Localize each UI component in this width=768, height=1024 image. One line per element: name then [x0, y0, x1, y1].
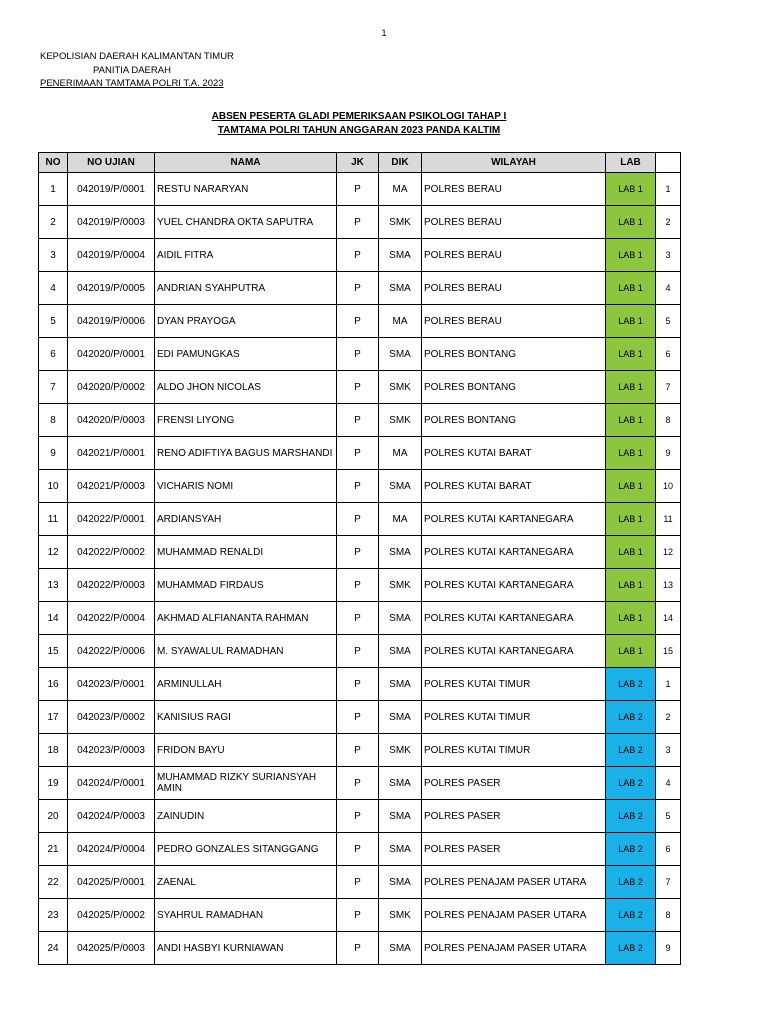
region: POLRES BONTANG [422, 404, 606, 437]
header-no-ujian: NO UJIAN [68, 153, 155, 173]
lab-sequence: 6 [656, 833, 681, 866]
education: MA [379, 173, 422, 206]
lab-badge: LAB 1 [606, 239, 656, 272]
title-line-2: TAMTAMA POLRI TAHUN ANGGARAN 2023 PANDA KALTIM [217, 125, 501, 136]
lab-sequence: 6 [656, 338, 681, 371]
lab-badge: LAB 2 [606, 899, 656, 932]
lab-badge: LAB 1 [606, 173, 656, 206]
row-number: 20 [39, 800, 68, 833]
gender: P [337, 734, 379, 767]
participant-name: YUEL CHANDRA OKTA SAPUTRA [155, 206, 337, 239]
row-number: 12 [39, 536, 68, 569]
education: SMA [379, 767, 422, 800]
table-row [39, 899, 681, 932]
region: POLRES BERAU [422, 305, 606, 338]
row-number: 8 [39, 404, 68, 437]
lab-badge: LAB 1 [606, 470, 656, 503]
lab-badge: LAB 2 [606, 833, 656, 866]
lab-sequence: 10 [656, 470, 681, 503]
gender: P [337, 404, 379, 437]
row-number: 9 [39, 437, 68, 470]
header-lab: LAB [606, 153, 656, 173]
exam-number: 042019/P/0003 [68, 206, 155, 239]
org-line-3: PENERIMAAN TAMTAMA POLRI T.A. 2023 [40, 78, 224, 89]
region: POLRES PENAJAM PASER UTARA [422, 899, 606, 932]
participant-name: SYAHRUL RAMADHAN [155, 899, 337, 932]
row-number: 2 [39, 206, 68, 239]
education: MA [379, 503, 422, 536]
education: SMA [379, 701, 422, 734]
education: SMA [379, 602, 422, 635]
lab-sequence: 11 [656, 503, 681, 536]
lab-badge: LAB 1 [606, 503, 656, 536]
region: POLRES PENAJAM PASER UTARA [422, 866, 606, 899]
exam-number: 042024/P/0001 [68, 767, 155, 800]
region: POLRES PASER [422, 800, 606, 833]
participant-name: KANISIUS RAGI [155, 701, 337, 734]
lab-badge: LAB 1 [606, 635, 656, 668]
header-nama: NAMA [155, 153, 337, 173]
region: POLRES KUTAI KARTANEGARA [422, 635, 606, 668]
table-row [39, 536, 681, 569]
header-wilayah: WILAYAH [422, 153, 606, 173]
participant-name: AKHMAD ALFIANANTA RAHMAN [155, 602, 337, 635]
row-number: 4 [39, 272, 68, 305]
exam-number: 042021/P/0003 [68, 470, 155, 503]
participant-name: MUHAMMAD FIRDAUS [155, 569, 337, 602]
table-row [39, 602, 681, 635]
table-row [39, 338, 681, 371]
education: SMK [379, 371, 422, 404]
table-row [39, 470, 681, 503]
row-number: 1 [39, 173, 68, 206]
lab-badge: LAB 1 [606, 338, 656, 371]
gender: P [337, 635, 379, 668]
region: POLRES BERAU [422, 173, 606, 206]
lab-badge: LAB 1 [606, 206, 656, 239]
table-row [39, 404, 681, 437]
gender: P [337, 437, 379, 470]
lab-sequence: 5 [656, 305, 681, 338]
row-number: 14 [39, 602, 68, 635]
row-number: 6 [39, 338, 68, 371]
table-row [39, 800, 681, 833]
lab-sequence: 1 [656, 668, 681, 701]
region: POLRES KUTAI BARAT [422, 470, 606, 503]
table-row [39, 371, 681, 404]
education: SMA [379, 239, 422, 272]
region: POLRES BONTANG [422, 338, 606, 371]
participant-name: FRIDON BAYU [155, 734, 337, 767]
gender: P [337, 305, 379, 338]
row-number: 3 [39, 239, 68, 272]
region: POLRES PASER [422, 833, 606, 866]
row-number: 21 [39, 833, 68, 866]
education: SMA [379, 635, 422, 668]
lab-badge: LAB 1 [606, 272, 656, 305]
gender: P [337, 503, 379, 536]
lab-badge: LAB 2 [606, 767, 656, 800]
region: POLRES BERAU [422, 239, 606, 272]
region: POLRES BONTANG [422, 371, 606, 404]
page-number: 1 [381, 28, 387, 38]
participant-name: ZAENAL [155, 866, 337, 899]
lab-badge: LAB 1 [606, 305, 656, 338]
lab-badge: LAB 1 [606, 602, 656, 635]
exam-number: 042020/P/0002 [68, 371, 155, 404]
region: POLRES KUTAI BARAT [422, 437, 606, 470]
lab-sequence: 7 [656, 866, 681, 899]
gender: P [337, 602, 379, 635]
exam-number: 042022/P/0006 [68, 635, 155, 668]
education: MA [379, 437, 422, 470]
lab-sequence: 14 [656, 602, 681, 635]
header-no: NO [39, 153, 68, 173]
row-number: 23 [39, 899, 68, 932]
organization-header [40, 50, 234, 91]
row-number: 15 [39, 635, 68, 668]
lab-sequence: 2 [656, 701, 681, 734]
gender: P [337, 272, 379, 305]
table-row [39, 668, 681, 701]
table-row [39, 206, 681, 239]
row-number: 11 [39, 503, 68, 536]
gender: P [337, 767, 379, 800]
education: SMA [379, 866, 422, 899]
region: POLRES PENAJAM PASER UTARA [422, 932, 606, 965]
region: POLRES KUTAI KARTANEGARA [422, 503, 606, 536]
exam-number: 042025/P/0001 [68, 866, 155, 899]
participant-name: EDI PAMUNGKAS [155, 338, 337, 371]
region: POLRES BERAU [422, 272, 606, 305]
exam-number: 042022/P/0002 [68, 536, 155, 569]
participant-name: ANDRIAN SYAHPUTRA [155, 272, 337, 305]
lab-sequence: 8 [656, 404, 681, 437]
lab-sequence: 13 [656, 569, 681, 602]
education: SMA [379, 536, 422, 569]
row-number: 7 [39, 371, 68, 404]
row-number: 24 [39, 932, 68, 965]
table-row [39, 635, 681, 668]
lab-sequence: 8 [656, 899, 681, 932]
lab-badge: LAB 1 [606, 536, 656, 569]
participant-name: ALDO JHON NICOLAS [155, 371, 337, 404]
education: SMK [379, 899, 422, 932]
table-row [39, 173, 681, 206]
table-row [39, 569, 681, 602]
header-seq-blank [656, 153, 681, 173]
participant-name: DYAN PRAYOGA [155, 305, 337, 338]
lab-sequence: 3 [656, 734, 681, 767]
education: SMA [379, 668, 422, 701]
region: POLRES KUTAI TIMUR [422, 701, 606, 734]
row-number: 10 [39, 470, 68, 503]
exam-number: 042025/P/0003 [68, 932, 155, 965]
attendance-table [38, 152, 681, 965]
exam-number: 042022/P/0003 [68, 569, 155, 602]
row-number: 22 [39, 866, 68, 899]
row-number: 5 [39, 305, 68, 338]
gender: P [337, 833, 379, 866]
table-header-row [39, 153, 681, 173]
education: SMA [379, 800, 422, 833]
row-number: 17 [39, 701, 68, 734]
table-row [39, 701, 681, 734]
gender: P [337, 470, 379, 503]
table-row [39, 272, 681, 305]
lab-badge: LAB 1 [606, 404, 656, 437]
exam-number: 042022/P/0001 [68, 503, 155, 536]
education: SMK [379, 734, 422, 767]
lab-sequence: 9 [656, 437, 681, 470]
participant-name: ANDI HASBYI KURNIAWAN [155, 932, 337, 965]
gender: P [337, 668, 379, 701]
table-row [39, 239, 681, 272]
lab-sequence: 15 [656, 635, 681, 668]
lab-badge: LAB 2 [606, 734, 656, 767]
row-number: 13 [39, 569, 68, 602]
exam-number: 042023/P/0002 [68, 701, 155, 734]
participant-name: RENO ADIFTIYA BAGUS MARSHANDI [155, 437, 337, 470]
participant-name: VICHARIS NOMI [155, 470, 337, 503]
table-row [39, 734, 681, 767]
lab-sequence: 4 [656, 767, 681, 800]
gender: P [337, 206, 379, 239]
participant-name: AIDIL FITRA [155, 239, 337, 272]
table-row [39, 437, 681, 470]
table-row [39, 305, 681, 338]
gender: P [337, 800, 379, 833]
gender: P [337, 866, 379, 899]
lab-badge: LAB 2 [606, 932, 656, 965]
gender: P [337, 371, 379, 404]
lab-sequence: 5 [656, 800, 681, 833]
table-body [39, 173, 681, 965]
org-line-2: PANITIA DAERAH [93, 64, 171, 76]
education: SMA [379, 272, 422, 305]
exam-number: 042019/P/0005 [68, 272, 155, 305]
gender: P [337, 536, 379, 569]
gender: P [337, 932, 379, 965]
education: SMA [379, 833, 422, 866]
gender: P [337, 239, 379, 272]
row-number: 18 [39, 734, 68, 767]
table-row [39, 932, 681, 965]
exam-number: 042021/P/0001 [68, 437, 155, 470]
lab-sequence: 9 [656, 932, 681, 965]
education: SMA [379, 470, 422, 503]
education: SMA [379, 338, 422, 371]
gender: P [337, 338, 379, 371]
lab-badge: LAB 2 [606, 668, 656, 701]
region: POLRES KUTAI TIMUR [422, 668, 606, 701]
exam-number: 042023/P/0003 [68, 734, 155, 767]
participant-name: ARMINULLAH [155, 668, 337, 701]
lab-badge: LAB 1 [606, 371, 656, 404]
participant-name: MUHAMMAD RENALDI [155, 536, 337, 569]
exam-number: 042023/P/0001 [68, 668, 155, 701]
exam-number: 042019/P/0004 [68, 239, 155, 272]
lab-badge: LAB 1 [606, 569, 656, 602]
exam-number: 042025/P/0002 [68, 899, 155, 932]
header-jk: JK [337, 153, 379, 173]
region: POLRES BERAU [422, 206, 606, 239]
lab-sequence: 4 [656, 272, 681, 305]
education: SMK [379, 404, 422, 437]
lab-badge: LAB 2 [606, 701, 656, 734]
table-row [39, 866, 681, 899]
document-title [0, 110, 628, 138]
table-row [39, 767, 681, 800]
exam-number: 042020/P/0003 [68, 404, 155, 437]
participant-name: RESTU NARARYAN [155, 173, 337, 206]
participant-name: PEDRO GONZALES SITANGGANG [155, 833, 337, 866]
exam-number: 042022/P/0004 [68, 602, 155, 635]
participant-name: ZAINUDIN [155, 800, 337, 833]
region: POLRES KUTAI KARTANEGARA [422, 602, 606, 635]
title-line-1: ABSEN PESERTA GLADI PEMERIKSAAN PSIKOLOGI TAHAP I [211, 111, 507, 122]
gender: P [337, 701, 379, 734]
lab-sequence: 12 [656, 536, 681, 569]
gender: P [337, 173, 379, 206]
participant-name: M. SYAWALUL RAMADHAN [155, 635, 337, 668]
participant-name: MUHAMMAD RIZKY SURIANSYAH AMIN [155, 767, 337, 800]
lab-badge: LAB 1 [606, 437, 656, 470]
region: POLRES PASER [422, 767, 606, 800]
education: MA [379, 305, 422, 338]
participant-name: ARDIANSYAH [155, 503, 337, 536]
region: POLRES KUTAI KARTANEGARA [422, 569, 606, 602]
education: SMK [379, 569, 422, 602]
gender: P [337, 899, 379, 932]
exam-number: 042024/P/0004 [68, 833, 155, 866]
lab-sequence: 1 [656, 173, 681, 206]
lab-badge: LAB 2 [606, 800, 656, 833]
region: POLRES KUTAI TIMUR [422, 734, 606, 767]
region: POLRES KUTAI KARTANEGARA [422, 536, 606, 569]
lab-sequence: 2 [656, 206, 681, 239]
gender: P [337, 569, 379, 602]
lab-sequence: 7 [656, 371, 681, 404]
education: SMK [379, 206, 422, 239]
exam-number: 042020/P/0001 [68, 338, 155, 371]
exam-number: 042019/P/0006 [68, 305, 155, 338]
org-line-1: KEPOLISIAN DAERAH KALIMANTAN TIMUR [40, 51, 234, 62]
exam-number: 042024/P/0003 [68, 800, 155, 833]
lab-badge: LAB 2 [606, 866, 656, 899]
exam-number: 042019/P/0001 [68, 173, 155, 206]
education: SMA [379, 932, 422, 965]
row-number: 19 [39, 767, 68, 800]
table-row [39, 833, 681, 866]
lab-sequence: 3 [656, 239, 681, 272]
header-dik: DIK [379, 153, 422, 173]
participant-name: FRENSI LIYONG [155, 404, 337, 437]
table-row [39, 503, 681, 536]
row-number: 16 [39, 668, 68, 701]
